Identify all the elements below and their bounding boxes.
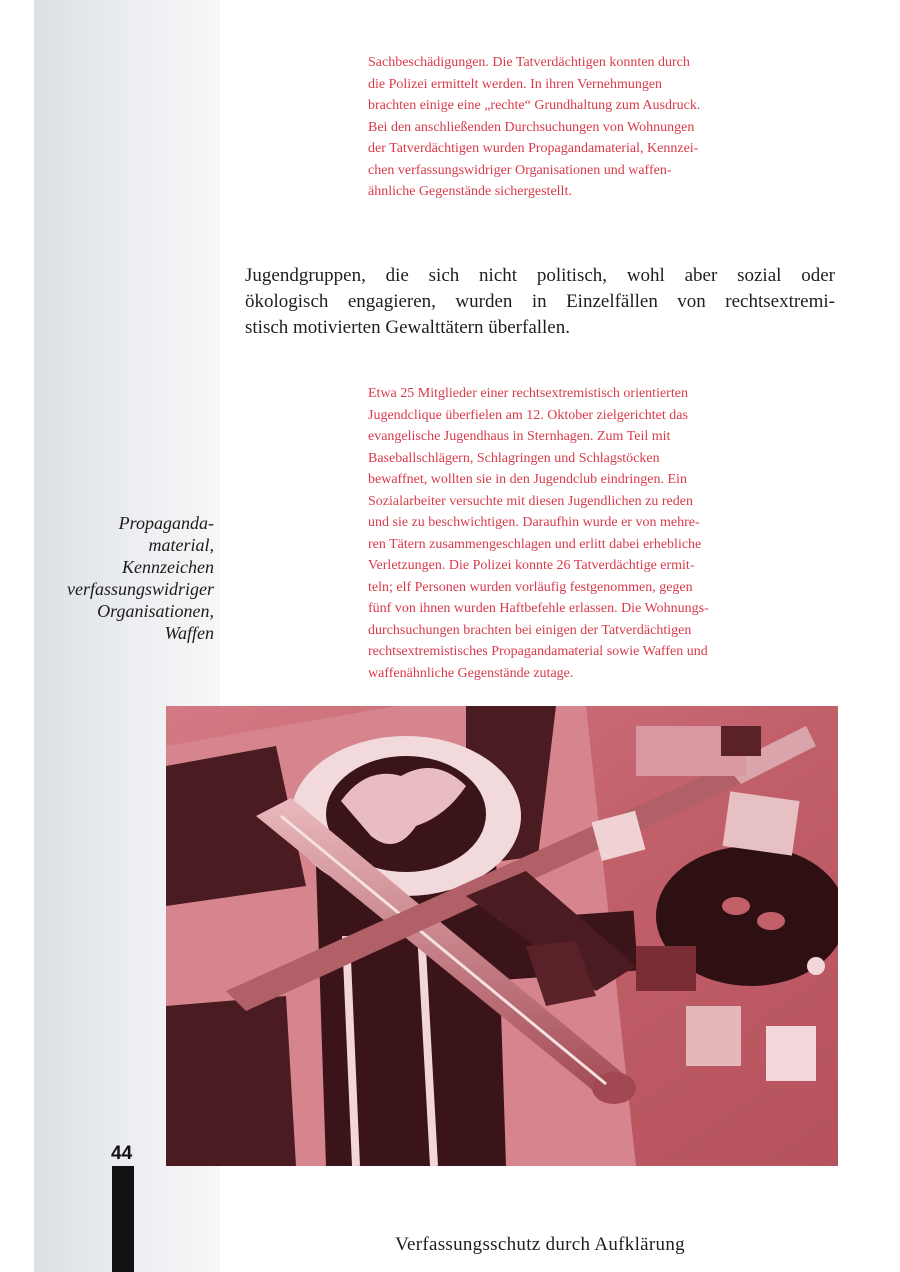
box1-line: chen verfassungswidriger Organisationen und waffen- bbox=[368, 162, 672, 178]
caption-line: Kennzeichen bbox=[122, 557, 214, 577]
box2-line: Sozialarbeiter versuchte mit diesen Jugendlichen zu reden bbox=[368, 493, 693, 509]
box2-line: Verletzungen. Die Polizei konnte 26 Tatverdächtige ermit- bbox=[368, 558, 695, 573]
box1-line: der Tatverdächtigen wurden Propagandamaterial, Kennzei- bbox=[368, 141, 699, 156]
box2-line: bewaffnet, wollten sie in den Jugendclub eindringen. Ein bbox=[368, 472, 687, 487]
page-number: 44 bbox=[111, 1143, 133, 1164]
box1-line: brachten einige eine „rechte“ Grundhaltung zum Ausdruck. bbox=[368, 98, 701, 113]
box2-line: evangelische Jugendhaus in Sternhagen. Zum Teil mit bbox=[368, 429, 671, 444]
box2-line: teln; elf Personen wurden vorläufig festgenommen, gegen bbox=[368, 579, 693, 595]
footer-title: Verfassungsschutz durch Aufklärung bbox=[395, 1234, 685, 1255]
highlight-box-youth-house-attack bbox=[368, 383, 838, 684]
caption-line: verfassungswidriger bbox=[66, 579, 214, 599]
body-line: ökologisch engagieren, wurden in Einzelfällen von rechtsextremi- bbox=[245, 291, 835, 312]
body-line: Jugendgruppen, die sich nicht politisch, wohl aber sozial oder bbox=[245, 265, 835, 286]
box2-line: rechtsextremistisches Propagandamaterial sowie Waffen und bbox=[368, 644, 708, 659]
box2-line: Baseballschlägern, Schlagringen und Schlagstöcken bbox=[368, 450, 660, 466]
box2-line: Jugendclique überfielen am 12. Oktober zielgerichtet das bbox=[368, 407, 688, 423]
body-line: stisch motivierten Gewalttätern überfallen. bbox=[245, 317, 570, 338]
box1-line: Sachbeschädigungen. Die Tatverdächtigen konnten durch bbox=[368, 55, 690, 70]
highlight-box-vandalism bbox=[368, 52, 838, 203]
caption-line: Waffen bbox=[164, 623, 214, 643]
caption-line: material, bbox=[148, 535, 214, 555]
box2-line: fünf von ihnen wurden Haftbefehle erlassen. Die Wohnungs- bbox=[368, 601, 709, 616]
box2-line: durchsuchungen brachten bei einigen der Tatverdächtigen bbox=[368, 622, 692, 638]
caption-line: Propaganda- bbox=[118, 513, 214, 533]
box1-line: ähnliche Gegenstände sichergestellt. bbox=[368, 184, 572, 199]
page-number-bar bbox=[112, 1166, 134, 1272]
photo-caption bbox=[34, 512, 214, 644]
evidence-photo bbox=[166, 706, 838, 1166]
box2-line: waffenähnliche Gegenstände zutage. bbox=[368, 665, 574, 681]
caption-line: Organisationen, bbox=[97, 601, 214, 621]
box2-line: ren Tätern zusammengeschlagen und erlitt dabei erhebliche bbox=[368, 536, 702, 552]
box1-line: die Polizei ermittelt werden. In ihren Vernehmungen bbox=[368, 76, 663, 92]
body-paragraph bbox=[245, 263, 835, 341]
box1-line: Bei den anschließenden Durchsuchungen von Wohnungen bbox=[368, 119, 695, 135]
box2-line: und sie zu beschwichtigen. Daraufhin wurde er von mehre- bbox=[368, 515, 700, 530]
box2-line: Etwa 25 Mitglieder einer rechtsextremistisch orientierten bbox=[368, 386, 688, 401]
